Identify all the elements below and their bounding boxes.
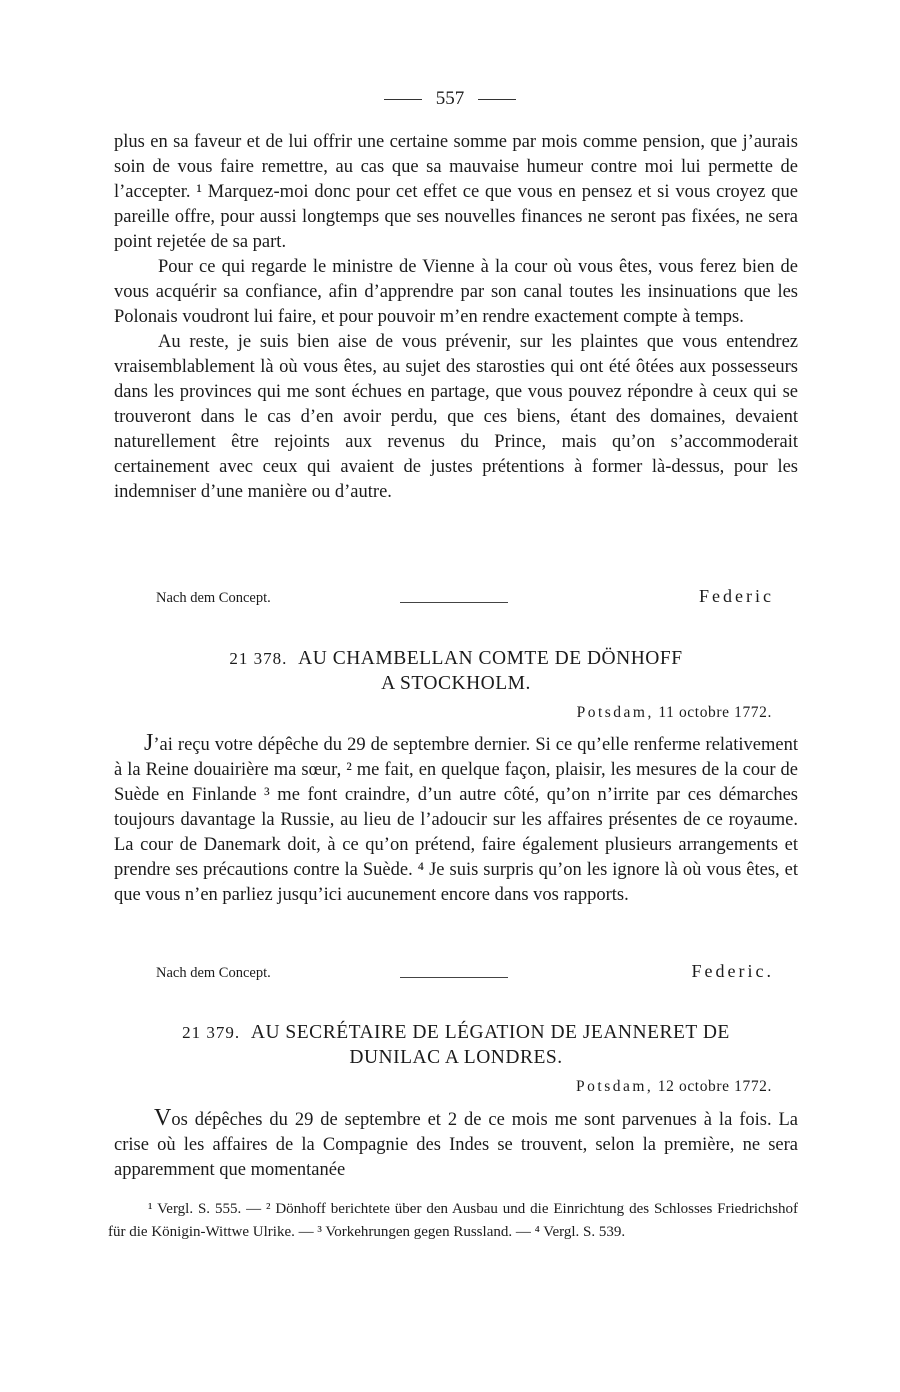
closing-row: [114, 961, 774, 987]
paragraph: [114, 1106, 798, 1183]
header-dash-right: [478, 99, 516, 100]
date-place: Potsdam,: [576, 1078, 654, 1095]
paragraph: [114, 731, 798, 908]
date-place: Potsdam,: [576, 704, 654, 721]
paragraph: plus en sa faveur et de lui offrir une certaine somme par mois comme pension, que j’aurais soin de vous faire remettre, au cas que sa mauvaise humeur contre moi lui permette de l’accepter. ¹ Marquez-moi donc pour cet effet ce que vous en pensez et si vous croyez que pareille offre, pour aussi longtemps que ses nouvelles finances ne seront pas fixées, ne sera point rejetée de sa part.: [114, 132, 798, 252]
letter-continuation: [114, 130, 798, 505]
body-text: os dépêches du 29 de septembre et 2 de ce mois me sont parvenues à la fois. La crise où les affaires de la Compagnie des Indes se trouvent, selon la première, ne sera apparemment que momentanée: [114, 1110, 798, 1180]
body-text: ’ai reçu votre dépêche du 29 de septembre dernier. Si ce qu’elle renferme relativement à la Reine douairière ma sœur, ² me fait, en quelque façon, plaisir, les mesures de la cour de Suède en Finlande ³ me font craindre, d’un autre côté, qu’on n’irrite par ces démarches toujours davantage la Russie, au lieu de l’adoucir sur les affaires présentes de ce royaume. La cour de Danemark doit, à ce qu’on prétend, faire également plusieurs arrangements et prendre ses précautions contre la Suède. ⁴ Je suis surpris qu’on les ignore là où vous êtes, et que vous n’en parliez jusqu’ici aucunement encore dans vos rapports.: [114, 735, 798, 905]
separator-rule: [400, 602, 508, 603]
drop-cap: V: [154, 1105, 172, 1131]
heading-line: [114, 646, 798, 671]
date: 12 octobre 1772.: [657, 1078, 772, 1095]
letter-body: [114, 1106, 798, 1183]
dateline: [577, 704, 772, 722]
page-header: [0, 88, 900, 110]
signature: Federic.: [691, 961, 774, 981]
addressee-place: DUNILAC A LONDRES.: [349, 1047, 563, 1068]
letter-heading: [114, 646, 798, 696]
footnotes: [108, 1198, 798, 1244]
paragraph: Pour ce qui regarde le ministre de Vienne à la cour où vous êtes, vous ferez bien de vous acquérir sa confiance, afin d’apprendre par son canal toutes les insinuations que les Polonais voudront lui faire, et pour pouvoir m’en rendre exactement compte à temps.: [114, 257, 798, 327]
paragraph: Au reste, je suis bien aise de vous prévenir, sur les plaintes que vous entendrez vraisemblablement là où vous êtes, au sujet des starosties qui ont été ôtées aux possesseurs dans les provinces qui me sont échues en partage, que vous pouvez répondre à ceux qui se trouveront dans le cas d’en avoir perdu, que ces biens, étant des domaines, devaient naturellement être rejoints aux revenus du Prince, mais qu’on s’accommoderait certainement avec ceux qui avaient de justes prétentions à former là-dessus, pour les indemniser d’une manière ou d’autre.: [114, 332, 798, 502]
source-note: Nach dem Concept.: [156, 590, 271, 606]
addressee: AU SECRÉTAIRE DE LÉGATION DE JEANNERET DE: [250, 1022, 730, 1043]
footnote-text: ¹ Vergl. S. 555. — ² Dönhoff berichtete über den Ausbau und die Einrichtung des Schlosses Friedrichshof für die Königin-Wittwe Ulrike. — ³ Vorkehrungen gegen Russland. — ⁴ Vergl. S. 539.: [108, 1201, 798, 1240]
dateline: [576, 1078, 772, 1096]
letter-number: 21 379.: [182, 1023, 241, 1042]
page-number: 557: [435, 88, 465, 109]
header-dash-left: [384, 99, 422, 100]
source-note: Nach dem Concept.: [156, 965, 271, 981]
addressee: AU CHAMBELLAN COMTE DE DÖNHOFF: [298, 648, 683, 669]
separator-rule: [400, 977, 508, 978]
heading-line: [114, 1020, 798, 1045]
closing-row: [114, 586, 774, 612]
letter-number: 21 378.: [229, 649, 288, 668]
letter-heading: [114, 1020, 798, 1070]
drop-cap: J: [144, 730, 154, 756]
signature: Federic: [699, 586, 774, 606]
date: 11 octobre 1772.: [658, 704, 772, 721]
letter-body: [114, 731, 798, 908]
addressee-place: A STOCKHOLM.: [381, 673, 531, 694]
